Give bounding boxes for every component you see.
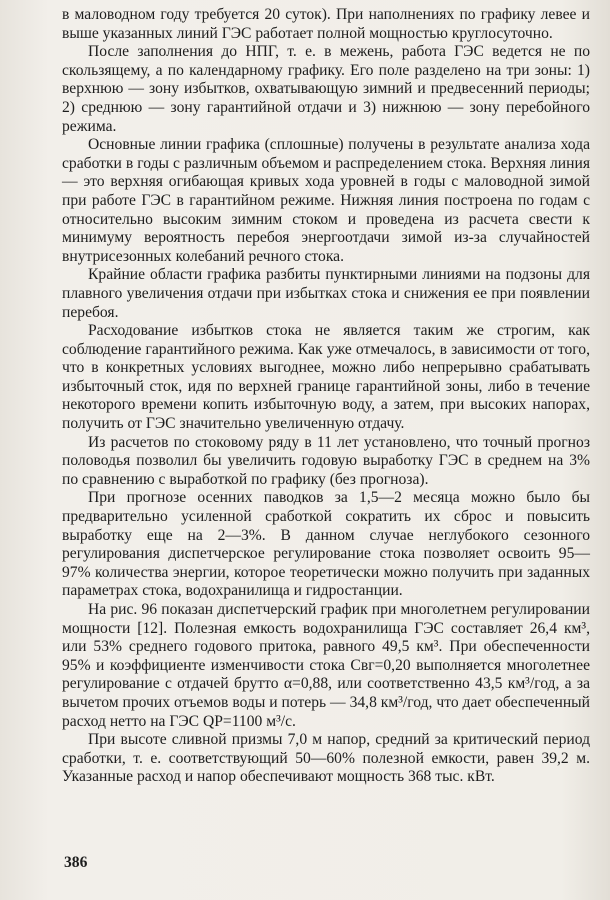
paragraph-flood-forecast: Из расчетов по стоковому ряду в 11 лет установлено, что точный прогноз половодья позволил бы увеличить годовую выработку ГЭС в среднем на 3% по сравнению с выработкой по графику (без прогноза). <box>62 433 590 488</box>
paragraph-dashed-subzones: Крайние области графика разбиты пунктирными линиями на подзоны для плавного увеличения отдачи при избытках стока и снижения ее при появлении перебоя. <box>62 266 590 321</box>
paragraph-figure-96: На рис. 96 показан диспетчерский график при многолетнем регулировании мощности [12]. Полезная емкость водохранилища ГЭС составляет 26,4 км³, или 53% среднего годового притока, равного 49,5 км³. При обеспеченности 95% и коэффициенте изменчивости стока Cвг=0,20 выполняется многолетнее регулирование с отдачей брутто α=0,88, или соответственно 43,5 км³/год, а за вычетом прочих отъемов воды и потерь — 34,8 км³/год, что дает обеспеченный расход нетто на ГЭС QP=1100 м³/с. <box>62 601 590 730</box>
page-number: 386 <box>64 854 88 871</box>
paragraph-head-power: При высоте сливной призмы 7,0 м напор, средний за критический период сработки, т. е. соответствующий 50—60% полезной емкости, равен 39,2 м. Указанные расход и напор обеспечивают мощность 368 тыс. кВт. <box>62 731 590 786</box>
paragraph-continuation: в маловодном году требуется 20 суток). При наполнениях по графику левее и выше указанных линий ГЭС работает полной мощностью круглосуточно. <box>62 6 590 42</box>
body-text <box>62 6 590 787</box>
paragraph-autumn-floods: При прогнозе осенних паводков за 1,5—2 месяца можно было бы предварительно усиленной сработкой сократить их сброс и повысить выработку еще на 2—3%. В данном случае неглубокого сезонного регулирования диспетчерское регулирование стока позволяет освоить 95—97% количества энергии, которое теоретически можно получить при заданных параметрах стока, водохранилища и гидростанции. <box>62 489 590 600</box>
paragraph-surplus-use: Расходование избытков стока не является таким же строгим, как соблюдение гарантийного режима. Как уже отмечалось, в зависимости от того, что в конкретных условиях выгоднее, можно либо непрерывно срабатывать избыточный сток, идя по верхней границе гарантийной зоны, либо в течение некоторого времени копить избыточную воду, а затем, при высоких напорах, получить от ГЭС значительно увеличенную отдачу. <box>62 322 590 433</box>
paragraph-npg-zones: После заполнения до НПГ, т. е. в межень, работа ГЭС ведется не по скользящему, а по календарному графику. Его поле разделено на три зоны: 1) верхнюю — зону избытков, охватывающую зимний и предвесенний периоды; 2) среднюю — зону гарантийной отдачи и 3) нижнюю — зону перебойного режима. <box>62 43 590 135</box>
paragraph-main-lines: Основные линии графика (сплошные) получены в результате анализа хода сработки в годы с различным объемом и распределением стока. Верхняя линия — это верхняя огибающая кривых хода уровней в годы с маловодной зимой при работе ГЭС в гарантийном режиме. Нижняя линия построена по годам с относительно высоким зимним стоком и проведена из расчета свести к минимуму вероятность перебоя энергоотдачи зимой из-за случайностей внутрисезонных колебаний речного стока. <box>62 136 590 265</box>
